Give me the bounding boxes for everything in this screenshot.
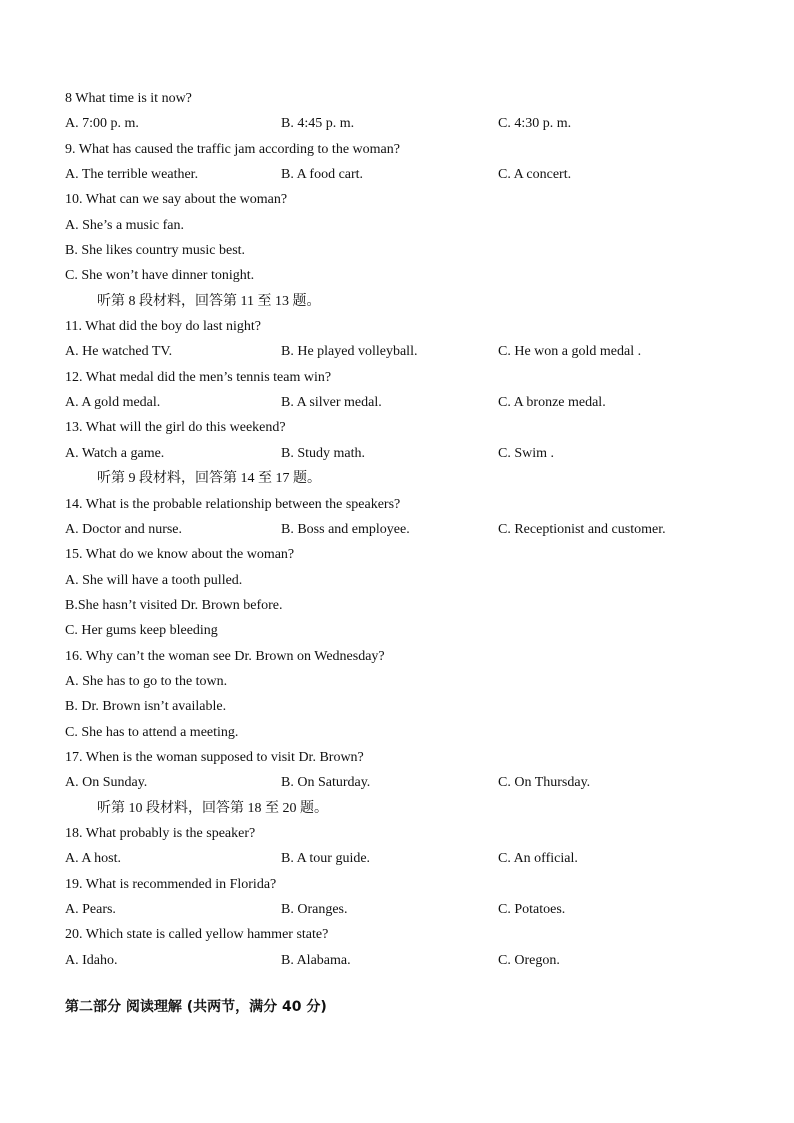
question-line (65, 644, 745, 669)
question-line (65, 86, 745, 111)
option-b: B. A silver medal. (281, 395, 382, 411)
question-text: 14. What is the probable relationship between the speakers? (65, 496, 401, 512)
option-c: C. A bronze medal. (498, 395, 606, 411)
question-line (65, 568, 745, 593)
option-a: A. A gold medal. (65, 395, 161, 411)
question-line (65, 187, 745, 212)
question-line (65, 314, 745, 339)
option-b: B. Boss and employee. (281, 521, 410, 537)
listening-instruction (65, 796, 745, 821)
question-text: C. Her gums keep bleeding (65, 623, 218, 639)
question-line (65, 694, 745, 719)
answer-options (65, 948, 745, 973)
question-text: 16. Why can’t the woman see Dr. Brown on Wednesday? (65, 648, 385, 664)
question-line (65, 593, 745, 618)
question-text: C. She has to attend a meeting. (65, 724, 239, 740)
option-a: A. Idaho. (65, 952, 118, 968)
option-a: A. Pears. (65, 902, 116, 917)
question-line (65, 745, 745, 770)
question-line (65, 263, 745, 288)
option-a: A. The terrible weather. (65, 167, 199, 183)
answer-options (65, 441, 745, 466)
option-b: B. Study math. (281, 445, 366, 461)
option-c: C. He won a gold medal . (498, 344, 642, 360)
question-text: C. She won’t have dinner tonight. (65, 268, 255, 284)
answer-options (65, 162, 745, 187)
listening-instruction (65, 466, 745, 491)
option-c: C. Receptionist and customer. (498, 521, 666, 537)
question-text: 19. What is recommended in Florida? (65, 876, 277, 892)
option-b: B. A food cart. (281, 167, 364, 183)
question-text: 17. When is the woman supposed to visit Dr. Brown? (65, 749, 364, 765)
option-c: C. Potatoes. (498, 902, 566, 917)
option-c: C. Swim . (498, 445, 555, 461)
question-line (65, 365, 745, 390)
option-c: C. A concert. (498, 167, 572, 183)
question-line (65, 821, 745, 846)
option-a: A. He watched TV. (65, 344, 173, 360)
option-a: A. On Sunday. (65, 775, 148, 791)
option-a: A. 7:00 p. m. (65, 116, 139, 132)
question-text: B. Dr. Brown isn’t available. (65, 699, 227, 715)
question-text: B. She likes country music best. (65, 243, 246, 259)
option-c: C. On Thursday. (498, 775, 591, 791)
listening-instruction (65, 289, 745, 314)
option-b: B. 4:45 p. m. (281, 116, 355, 132)
option-c: C. Oregon. (498, 952, 560, 968)
option-b: B. A tour guide. (281, 851, 371, 867)
question-line (65, 213, 745, 238)
option-a: A. Watch a game. (65, 445, 165, 461)
question-line (65, 922, 745, 947)
question-line (65, 618, 745, 643)
option-b: B. Oranges. (281, 902, 348, 917)
question-text: 18. What probably is the speaker? (65, 825, 256, 841)
option-b: B. On Saturday. (281, 775, 371, 791)
question-line (65, 415, 745, 440)
question-text: A. She’s a music fan. (65, 217, 184, 233)
question-text: 13. What will the girl do this weekend? (65, 420, 286, 436)
question-text: 20. Which state is called yellow hammer state? (65, 927, 329, 943)
instruction-text: 听第 10 段材料，回答第 18 至 20 题。 (97, 800, 328, 816)
question-text: 11. What did the boy do last night? (65, 319, 261, 335)
question-text: 12. What medal did the men’s tennis team win? (65, 369, 332, 385)
instruction-text: 听第 9 段材料，回答第 14 至 17 题。 (97, 471, 321, 487)
answer-options (65, 111, 745, 136)
option-a: A. A host. (65, 851, 122, 867)
option-c: C. An official. (498, 851, 578, 867)
answer-options (65, 390, 745, 415)
option-b: B. Alabama. (281, 952, 351, 968)
question-line (65, 872, 745, 897)
answer-options (65, 517, 745, 542)
question-line (65, 542, 745, 567)
option-b: B. He played volleyball. (281, 344, 418, 360)
section-title: 第二部分 阅读理解 (共两节，满分 40 分) (65, 999, 327, 1015)
question-line (65, 720, 745, 745)
question-text: A. She has to go to the town. (65, 673, 228, 689)
question-text: 10. What can we say about the woman? (65, 192, 288, 208)
instruction-text: 听第 8 段材料，回答第 11 至 13 题。 (97, 293, 321, 309)
question-line (65, 492, 745, 517)
answer-options (65, 846, 745, 871)
question-text: A. She will have a tooth pulled. (65, 572, 243, 588)
exam-page (65, 86, 745, 973)
option-a: A. Doctor and nurse. (65, 521, 183, 537)
question-line (65, 137, 745, 162)
answer-options (65, 897, 745, 922)
answer-options (65, 339, 745, 364)
question-text: B.She hasn’t visited Dr. Brown before. (65, 597, 283, 613)
option-c: C. 4:30 p. m. (498, 116, 572, 132)
question-text: 15. What do we know about the woman? (65, 547, 295, 563)
question-line (65, 669, 745, 694)
question-line (65, 238, 745, 263)
question-text: 9. What has caused the traffic jam according to the woman? (65, 141, 400, 157)
answer-options (65, 770, 745, 795)
question-text: 8 What time is it now? (65, 91, 192, 106)
